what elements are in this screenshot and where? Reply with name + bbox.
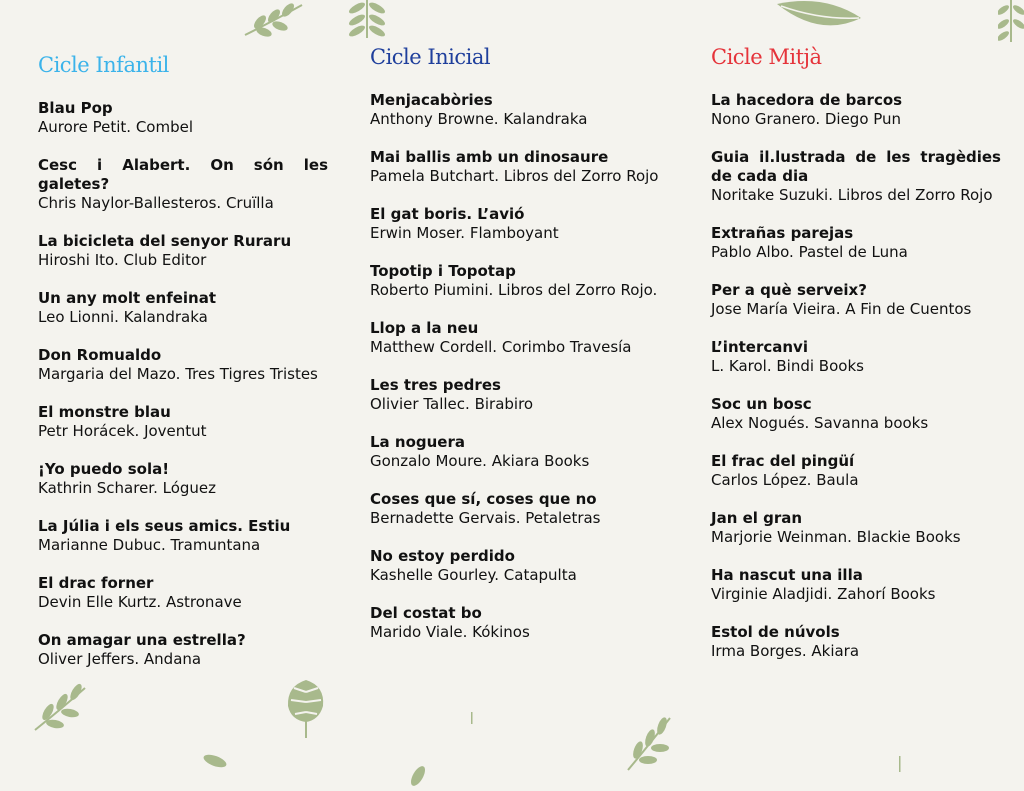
book-title: ¡Yo puedo sola! — [38, 460, 170, 478]
small-leaf-icon — [200, 752, 230, 770]
book-author-publisher: Roberto Piumini. Libros del Zorro Rojo. — [370, 281, 658, 299]
book-entry — [711, 623, 1001, 661]
book-title: Coses que sí, coses que no — [370, 490, 597, 508]
book-title: La bicicleta del senyor Ruraru — [38, 232, 292, 250]
book-entry — [370, 148, 660, 186]
book-title: Del costat bo — [370, 604, 482, 622]
book-author-publisher: Jose María Vieira. A Fin de Cuentos — [711, 300, 972, 318]
book-author-publisher: L. Karol. Bindi Books — [711, 357, 864, 375]
book-entry — [38, 156, 328, 213]
book-author-publisher: Olivier Tallec. Birabiro — [370, 395, 534, 413]
book-author-publisher: Kathrin Scharer. Lóguez — [38, 479, 217, 497]
book-author-publisher: Hiroshi Ito. Club Editor — [38, 251, 207, 269]
book-author-publisher: Alex Nogués. Savanna books — [711, 414, 929, 432]
book-author-publisher: Oliver Jeffers. Andana — [38, 650, 202, 668]
book-author-publisher: Marjorie Weinman. Blackie Books — [711, 528, 961, 546]
book-title: On amagar una estrella? — [38, 631, 246, 649]
column-cicle-inicial — [370, 45, 660, 661]
book-author-publisher: Anthony Browne. Kalandraka — [370, 110, 588, 128]
column-title-mitja: Cicle Mitjà — [711, 45, 822, 69]
stem-icon — [470, 712, 474, 724]
book-entry — [38, 289, 328, 327]
book-author-publisher: Petr Horácek. Joventut — [38, 422, 207, 440]
book-entry — [711, 281, 1001, 319]
book-title: Cesc i Alabert. On són les galetes? — [38, 156, 328, 193]
book-title: Extrañas parejas — [711, 224, 854, 242]
stem-icon — [898, 756, 902, 772]
book-entry — [38, 460, 328, 498]
book-entry — [370, 490, 660, 528]
book-author-publisher: Marianne Dubuc. Tramuntana — [38, 536, 261, 554]
book-author-publisher: Noritake Suzuki. Libros del Zorro Rojo — [711, 186, 993, 204]
book-entry — [711, 91, 1001, 129]
book-entry — [370, 262, 660, 300]
book-title: Topotip i Topotap — [370, 262, 516, 280]
book-title: Estol de núvols — [711, 623, 840, 641]
column-cicle-infantil — [38, 53, 328, 688]
book-entry — [370, 433, 660, 471]
book-title: Llop a la neu — [370, 319, 479, 337]
book-title: Per a què serveix? — [711, 281, 867, 299]
book-author-publisher: Pamela Butchart. Libros del Zorro Rojo — [370, 167, 659, 185]
book-list — [38, 99, 328, 669]
book-title: El monstre blau — [38, 403, 171, 421]
book-title: La noguera — [370, 433, 465, 451]
book-author-publisher: Nono Granero. Diego Pun — [711, 110, 902, 128]
book-list — [711, 91, 1001, 661]
book-entry — [38, 346, 328, 384]
book-entry — [38, 517, 328, 555]
book-author-publisher: Irma Borges. Akiara — [711, 642, 860, 660]
book-author-publisher: Chris Naylor-Ballesteros. Cruïlla — [38, 194, 274, 212]
book-author-publisher: Bernadette Gervais. Petaletras — [370, 509, 601, 527]
book-entry — [711, 395, 1001, 433]
book-title: Don Romualdo — [38, 346, 162, 364]
book-author-publisher: Margaria del Mazo. Tres Tigres Tristes — [38, 365, 318, 383]
book-author-publisher: Leo Lionni. Kalandraka — [38, 308, 208, 326]
book-title: El gat boris. L’avió — [370, 205, 525, 223]
book-title: Soc un bosc — [711, 395, 812, 413]
book-title: L’intercanvi — [711, 338, 808, 356]
book-author-publisher: Pablo Albo. Pastel de Luna — [711, 243, 908, 261]
book-title: No estoy perdido — [370, 547, 515, 565]
book-entry — [711, 338, 1001, 376]
book-author-publisher: Matthew Cordell. Corimbo Travesía — [370, 338, 632, 356]
book-title: Mai ballis amb un dinosaure — [370, 148, 609, 166]
book-list — [370, 91, 660, 642]
small-leaf-icon — [405, 762, 431, 790]
book-title: La Júlia i els seus amics. Estiu — [38, 517, 291, 535]
book-entry — [38, 232, 328, 270]
book-title: La hacedora de barcos — [711, 91, 903, 109]
column-title-inicial: Cicle Inicial — [370, 45, 491, 69]
book-entry — [38, 574, 328, 612]
book-author-publisher: Devin Elle Kurtz. Astronave — [38, 593, 242, 611]
big-leaf-icon — [775, 0, 865, 32]
book-author-publisher: Virginie Aladjidi. Zahorí Books — [711, 585, 936, 603]
leaf-branch-icon — [240, 0, 310, 40]
book-title: El frac del pingüí — [711, 452, 855, 470]
leaf-branch-icon — [30, 680, 95, 735]
fern-icon — [340, 0, 395, 38]
book-entry — [370, 547, 660, 585]
book-author-publisher: Gonzalo Moure. Akiara Books — [370, 452, 590, 470]
book-title: Guia il.lustrada de les tragèdies de cada dia — [711, 148, 1001, 185]
book-entry — [711, 148, 1001, 205]
leaf-branch-icon — [620, 712, 680, 774]
book-title: Les tres pedres — [370, 376, 501, 394]
book-title: Jan el gran — [711, 509, 803, 527]
book-entry — [711, 566, 1001, 604]
book-author-publisher: Kashelle Gourley. Catapulta — [370, 566, 577, 584]
book-title: Ha nascut una illa — [711, 566, 863, 584]
book-entry — [711, 224, 1001, 262]
book-title: Blau Pop — [38, 99, 113, 117]
book-title: Menjacabòries — [370, 91, 493, 109]
book-entry — [38, 99, 328, 137]
book-entry — [370, 604, 660, 642]
book-entry — [38, 631, 328, 669]
book-entry — [370, 319, 660, 357]
book-entry — [711, 509, 1001, 547]
column-cicle-mitja — [711, 45, 1001, 680]
book-title: Un any molt enfeinat — [38, 289, 217, 307]
book-author-publisher: Carlos López. Baula — [711, 471, 859, 489]
book-entry — [370, 205, 660, 243]
book-entry — [370, 376, 660, 414]
book-entry — [711, 452, 1001, 490]
book-author-publisher: Erwin Moser. Flamboyant — [370, 224, 559, 242]
fern-icon — [998, 0, 1024, 42]
book-title: El drac forner — [38, 574, 154, 592]
book-author-publisher: Marido Viale. Kókinos — [370, 623, 530, 641]
book-entry — [38, 403, 328, 441]
book-author-publisher: Aurore Petit. Combel — [38, 118, 194, 136]
book-entry — [370, 91, 660, 129]
column-title-infantil: Cicle Infantil — [38, 53, 169, 77]
